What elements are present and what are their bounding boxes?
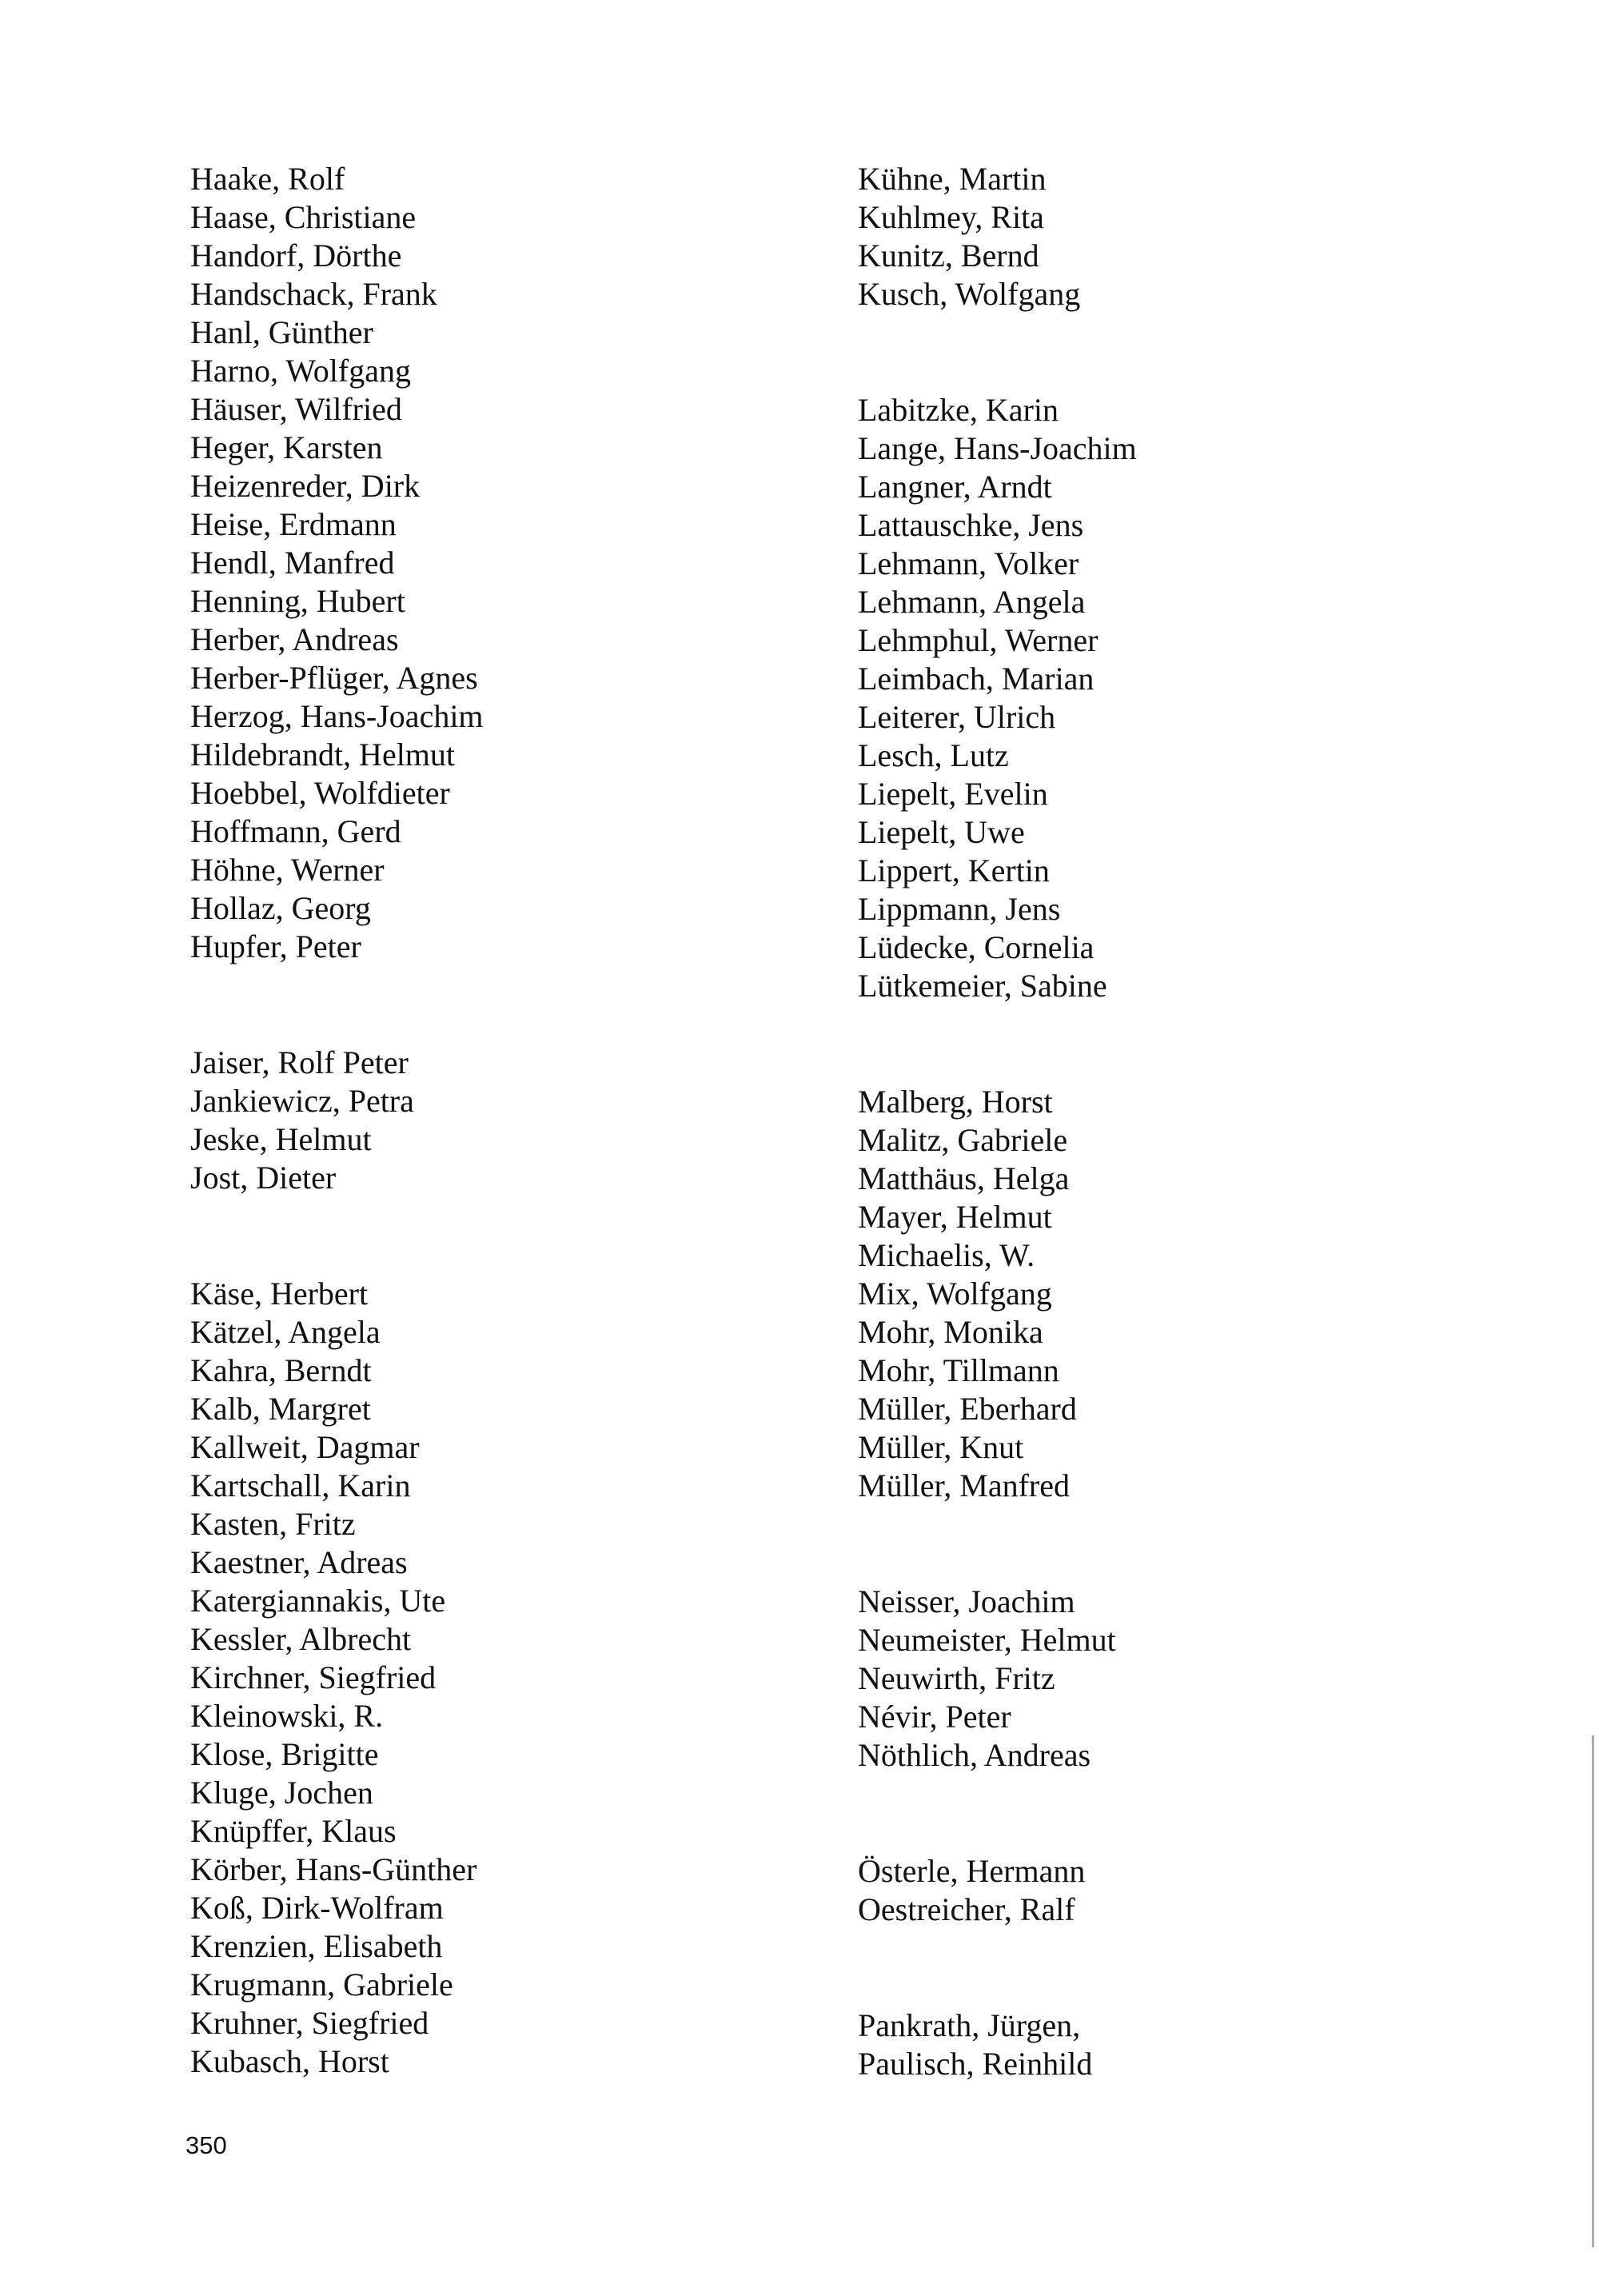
name-entry: Lange, Hans-Joachim xyxy=(858,430,1137,466)
binding-edge-line xyxy=(1589,1735,1594,2247)
name-entry: Käse, Herbert xyxy=(190,1276,369,1312)
name-entry: Kessler, Albrecht xyxy=(190,1621,412,1657)
name-entry: Hildebrandt, Helmut xyxy=(190,737,456,773)
name-entry: Malitz, Gabriele xyxy=(858,1122,1068,1158)
name-entry: Höhne, Werner xyxy=(190,852,385,888)
name-entry: Knüpffer, Klaus xyxy=(190,1813,397,1849)
name-entry: Lüdecke, Cornelia xyxy=(858,929,1095,965)
name-entry: Hoebbel, Wolfdieter xyxy=(190,775,450,811)
name-group xyxy=(858,391,1137,1005)
name-entry: Oestreicher, Ralf xyxy=(858,1891,1075,1927)
name-group xyxy=(858,1852,1137,1929)
name-entry: Häuser, Wilfried xyxy=(190,391,402,427)
name-entry: Kühne, Martin xyxy=(858,161,1047,197)
name-entry: Kluge, Jochen xyxy=(190,1775,373,1811)
name-entry: Katergiannakis, Ute xyxy=(190,1583,446,1619)
name-entry: Hollaz, Georg xyxy=(190,890,371,926)
name-entry: Klose, Brigitte xyxy=(190,1736,379,1772)
name-entry: Kahra, Berndt xyxy=(190,1352,372,1388)
name-entry: Neisser, Joachim xyxy=(858,1583,1075,1619)
name-entry: Haake, Rolf xyxy=(190,161,345,197)
name-entry: Körber, Hans-Günther xyxy=(190,1851,477,1887)
name-entry: Handschack, Frank xyxy=(190,276,437,312)
name-entry: Kusch, Wolfgang xyxy=(858,276,1081,312)
name-entry: Kasten, Fritz xyxy=(190,1506,356,1542)
name-entry: Paulisch, Reinhild xyxy=(858,2046,1093,2082)
name-entry: Kruhner, Siegfried xyxy=(190,2005,429,2041)
name-entry: Kalb, Margret xyxy=(190,1391,371,1427)
name-entry: Jankiewicz, Petra xyxy=(190,1083,414,1119)
name-entry: Malberg, Horst xyxy=(858,1084,1053,1120)
name-entry: Névir, Peter xyxy=(858,1699,1011,1735)
name-entry: Müller, Eberhard xyxy=(858,1391,1077,1427)
left-name-column xyxy=(190,160,484,2158)
name-entry: Herber, Andreas xyxy=(190,621,399,657)
name-entry: Kuhlmey, Rita xyxy=(858,199,1044,235)
name-entry: Hendl, Manfred xyxy=(190,545,395,581)
name-entry: Labitzke, Karin xyxy=(858,392,1059,428)
name-entry: Langner, Arndt xyxy=(858,469,1052,505)
name-entry: Michaelis, W. xyxy=(858,1237,1035,1273)
right-name-column xyxy=(858,160,1137,2161)
name-entry: Kallweit, Dagmar xyxy=(190,1429,420,1465)
name-group xyxy=(190,1275,484,2081)
name-group xyxy=(190,1044,484,1197)
name-entry: Kirchner, Siegfried xyxy=(190,1659,437,1695)
name-entry: Henning, Hubert xyxy=(190,583,405,619)
name-entry: Kätzel, Angela xyxy=(190,1314,381,1350)
name-entry: Mayer, Helmut xyxy=(858,1199,1052,1235)
name-entry: Jeske, Helmut xyxy=(190,1121,372,1157)
page-number: 350 xyxy=(185,2131,227,2159)
name-entry: Heizenreder, Dirk xyxy=(190,468,421,504)
name-entry: Heise, Erdmann xyxy=(190,506,397,542)
name-entry: Lattauschke, Jens xyxy=(858,507,1084,543)
name-entry: Heger, Karsten xyxy=(190,429,383,465)
name-entry: Neumeister, Helmut xyxy=(858,1622,1116,1658)
name-entry: Lütkemeier, Sabine xyxy=(858,968,1107,1004)
name-entry: Nöthlich, Andreas xyxy=(858,1737,1091,1773)
name-entry: Lehmann, Volker xyxy=(858,545,1079,581)
name-entry: Krugmann, Gabriele xyxy=(190,1967,453,2003)
name-entry: Hupfer, Peter xyxy=(190,928,361,964)
name-group xyxy=(190,160,484,966)
name-entry: Mix, Wolfgang xyxy=(858,1276,1052,1312)
name-entry: Neuwirth, Fritz xyxy=(858,1660,1055,1696)
name-entry: Jaiser, Rolf Peter xyxy=(190,1044,409,1080)
name-entry: Mohr, Tillmann xyxy=(858,1352,1059,1388)
name-entry: Jost, Dieter xyxy=(190,1160,337,1196)
name-entry: Lesch, Lutz xyxy=(858,737,1009,773)
name-entry: Müller, Manfred xyxy=(858,1467,1070,1503)
name-entry: Kartschall, Karin xyxy=(190,1467,411,1503)
name-entry: Leiterer, Ulrich xyxy=(858,699,1056,735)
name-group xyxy=(858,160,1137,313)
name-entry: Kunitz, Bernd xyxy=(858,238,1039,274)
name-entry: Pankrath, Jürgen, xyxy=(858,2007,1081,2043)
name-entry: Liepelt, Uwe xyxy=(858,814,1025,850)
name-entry: Handorf, Dörthe xyxy=(190,238,402,274)
name-entry: Kubasch, Horst xyxy=(190,2043,389,2079)
name-entry: Leimbach, Marian xyxy=(858,661,1095,697)
name-entry: Lehmphul, Werner xyxy=(858,622,1099,658)
name-entry: Lippmann, Jens xyxy=(858,891,1061,927)
name-entry: Österle, Hermann xyxy=(858,1853,1086,1889)
name-entry: Lippert, Kertin xyxy=(858,853,1050,888)
name-entry: Mohr, Monika xyxy=(858,1314,1043,1350)
name-group xyxy=(858,2007,1137,2083)
name-entry: Lehmann, Angela xyxy=(858,584,1086,620)
name-entry: Harno, Wolfgang xyxy=(190,353,411,389)
name-entry: Hanl, Günther xyxy=(190,314,373,350)
name-entry: Hoffmann, Gerd xyxy=(190,813,401,849)
name-entry: Müller, Knut xyxy=(858,1429,1024,1465)
name-entry: Kaestner, Adreas xyxy=(190,1544,408,1580)
name-entry: Koß, Dirk-Wolfram xyxy=(190,1890,444,1926)
name-entry: Liepelt, Evelin xyxy=(858,776,1048,812)
name-entry: Matthäus, Helga xyxy=(858,1160,1070,1196)
name-group xyxy=(858,1083,1137,1505)
name-entry: Herzog, Hans-Joachim xyxy=(190,698,484,734)
name-entry: Krenzien, Elisabeth xyxy=(190,1928,443,1964)
name-entry: Haase, Christiane xyxy=(190,199,417,235)
name-group xyxy=(858,1583,1137,1775)
name-entry: Kleinowski, R. xyxy=(190,1698,384,1734)
name-entry: Herber-Pflüger, Agnes xyxy=(190,660,478,696)
